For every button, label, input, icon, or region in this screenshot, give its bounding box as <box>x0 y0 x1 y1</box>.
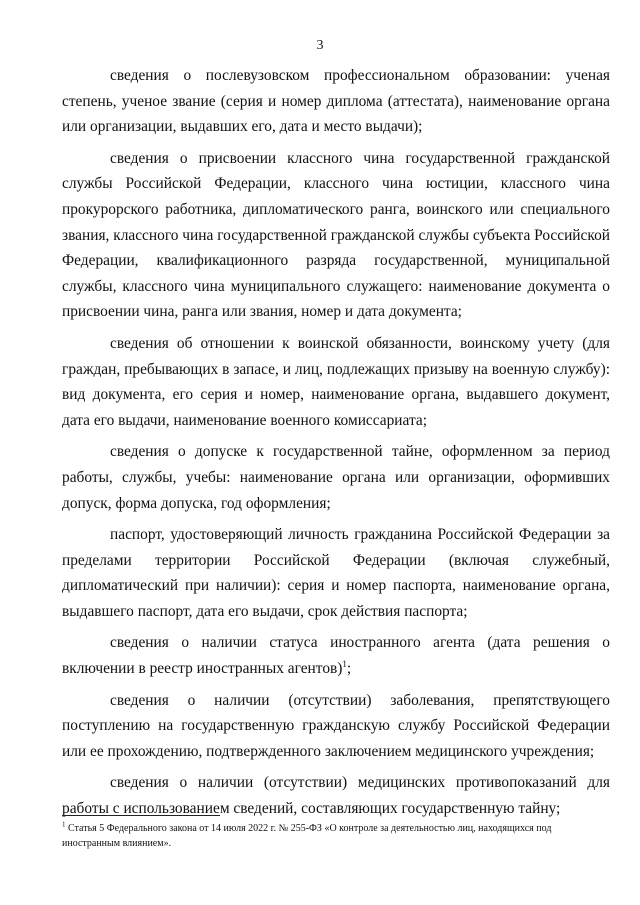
document-body <box>62 63 610 828</box>
paragraph-foreign-agent-tail: ; <box>346 660 352 678</box>
page-number: 3 <box>316 38 324 53</box>
paragraph-foreign-passport: паспорт, удостоверяющий личность гражданина Российской Федерации за пределами территории Российской Федерации (включая служебный, дипломатический при наличии): серия и номер паспорта, наименование органа, выдавшего паспорт, дата его выдачи, срок действия паспорта; <box>62 526 610 620</box>
footnote <box>62 822 610 851</box>
footnote-text: Статья 5 Федерального закона от 14 июля 2022 г. № 255-ФЗ «О контроле за деятельностью лиц, находящихся под иностранным влиянием». <box>62 823 552 849</box>
paragraph-postgraduate-education: сведения о послевузовском профессиональном образовании: ученая степень, ученое звание (серия и номер диплома (аттестата), наименование органа или организации, выдавших его, дата и место выдачи); <box>62 67 610 136</box>
paragraph-military-duty: сведения об отношении к воинской обязанности, воинскому учету (для граждан, пребывающих в запасе, и лиц, подлежащих призыву на военную службу): вид документа, его серия и номер, наименование органа, выдавшего документ, дата его выдачи, наименование военного комиссариата; <box>62 334 610 429</box>
paragraph-foreign-agent-status <box>62 630 610 681</box>
footnote-divider <box>62 815 220 816</box>
paragraph-class-rank: сведения о присвоении классного чина государственной гражданской службы Российской Федерации, классного чина юстиции, классного чина прокурорского работника, дипломатического ранга, воинского или специального звания, классного чина государственной гражданской службы субъекта Российской Федерации, квалификационного разряда государственной, муниципальной службы, классного чина муниципального служащего: наименование документа о присвоении чина, ранга или звания, номер и дата документа; <box>62 149 610 321</box>
paragraph-foreign-agent-text: сведения о наличии статуса иностранного агента (дата решения о включении в реестр иностранных агентов) <box>62 634 610 678</box>
paragraph-disease: сведения о наличии (отсутствии) заболевания, препятствующего поступлению на государственную гражданскую службу Российской Федерации или ее прохождению, подтвержденного заключением медицинского учреждения; <box>62 691 610 760</box>
footnote-mark: 1 <box>62 820 66 829</box>
paragraph-medical-contraindications: сведения о наличии (отсутствии) медицинских противопоказаний для работы с использованием сведений, составляющих государственную тайну; <box>62 774 610 818</box>
footnote-reference[interactable]: 1 <box>342 658 347 669</box>
paragraph-state-secret-access: сведения о допуске к государственной тайне, оформленном за период работы, службы, учебы: наименование органа или организации, оформивших допуск, форма допуска, год оформления; <box>62 443 610 512</box>
